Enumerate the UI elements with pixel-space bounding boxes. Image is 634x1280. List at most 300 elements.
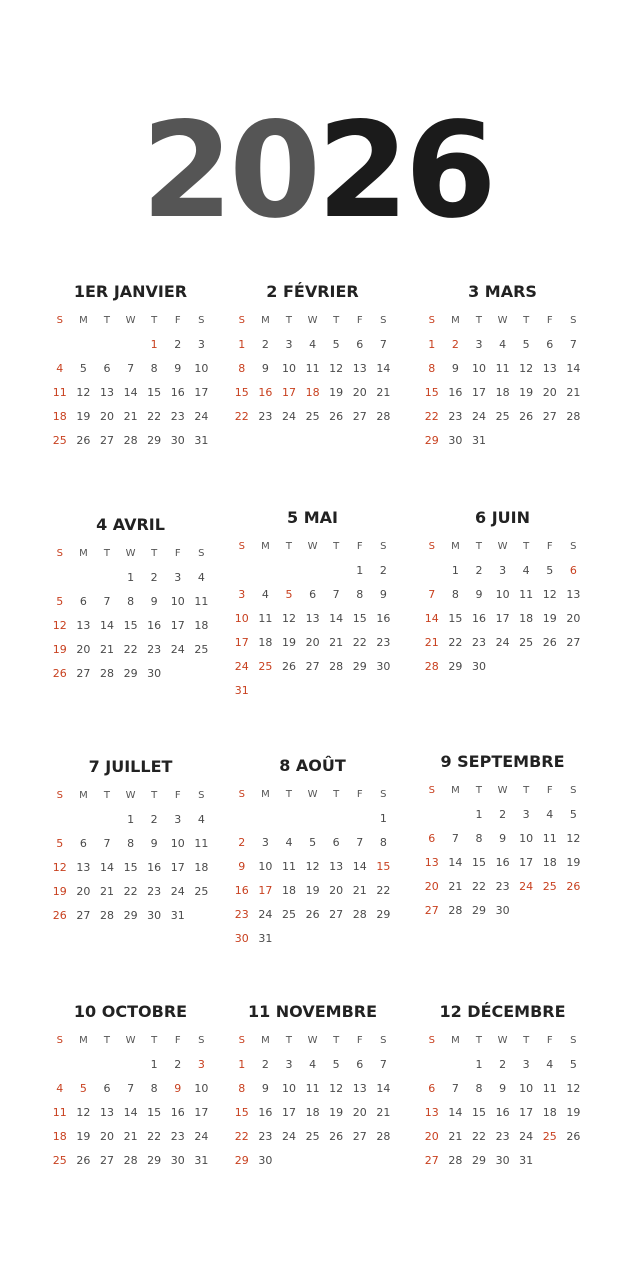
day-cell: 24 xyxy=(170,885,185,898)
weekday-label: M xyxy=(79,1035,88,1046)
day-cell: 5 xyxy=(79,1082,87,1095)
day-cell: 18 xyxy=(305,1106,320,1119)
weekday-label: F xyxy=(174,548,181,559)
day-cell: 7 xyxy=(103,595,111,608)
day-cell: 1 xyxy=(127,813,135,826)
month-grid xyxy=(230,309,395,429)
day-cell: 24 xyxy=(194,1130,209,1143)
day-cell: 14 xyxy=(448,1106,463,1119)
day-cell: 18 xyxy=(52,410,67,423)
day-cell: 23 xyxy=(495,880,510,893)
month-title: 3 MARS xyxy=(468,282,537,301)
month-juillet xyxy=(48,756,213,928)
day-cell: 10 xyxy=(194,362,209,375)
weekday-label: S xyxy=(380,541,387,552)
day-cell: 9 xyxy=(261,362,269,375)
day-cell: 6 xyxy=(428,832,436,845)
month-grid xyxy=(48,542,213,686)
day-cell: 12 xyxy=(566,1082,581,1095)
day-cell: 5 xyxy=(569,808,577,821)
day-cell: 12 xyxy=(281,612,296,625)
day-cell: 7 xyxy=(103,837,111,850)
day-cell: 23 xyxy=(495,1130,510,1143)
day-cell: 23 xyxy=(170,1130,185,1143)
day-cell: 30 xyxy=(147,909,162,922)
day-cell: 2 xyxy=(150,571,158,584)
weekday-label: T xyxy=(151,790,158,801)
month-title: 8 AOÛT xyxy=(279,756,346,775)
day-cell: 25 xyxy=(542,1130,557,1143)
weekday-label: T xyxy=(103,790,111,801)
day-cell: 20 xyxy=(99,1130,114,1143)
day-cell: 18 xyxy=(495,386,510,399)
day-cell: 30 xyxy=(170,1154,185,1167)
day-cell: 11 xyxy=(519,588,534,601)
day-cell: 27 xyxy=(99,1154,114,1167)
weekday-label: T xyxy=(103,548,111,559)
weekday-label: T xyxy=(333,541,340,552)
day-cell: 27 xyxy=(352,1130,367,1143)
day-cell: 7 xyxy=(356,836,364,849)
day-cell: 20 xyxy=(566,612,581,625)
day-cell: 17 xyxy=(194,386,209,399)
day-cell: 26 xyxy=(329,1130,344,1143)
day-cell: 17 xyxy=(281,386,296,399)
day-cell: 8 xyxy=(379,836,387,849)
day-cell: 30 xyxy=(448,434,463,447)
day-cell: 20 xyxy=(424,1130,439,1143)
day-cell: 1 xyxy=(238,1058,246,1071)
empty-cell xyxy=(324,807,348,831)
day-cell: 22 xyxy=(471,1130,486,1143)
day-cell: 15 xyxy=(147,1106,162,1119)
day-cell: 9 xyxy=(451,362,459,375)
day-cell: 30 xyxy=(376,660,391,673)
day-cell: 16 xyxy=(170,1106,185,1119)
day-cell: 22 xyxy=(471,880,486,893)
weekday-label: T xyxy=(151,548,158,559)
weekday-label: T xyxy=(285,1035,293,1046)
day-cell: 29 xyxy=(147,434,162,447)
weekday-label: F xyxy=(356,315,363,326)
day-cell: 12 xyxy=(329,1082,344,1095)
day-cell: 18 xyxy=(305,386,320,399)
day-cell: 31 xyxy=(234,684,249,697)
day-cell: 11 xyxy=(542,832,557,845)
day-cell: 9 xyxy=(499,1082,507,1095)
day-cell: 18 xyxy=(52,1130,67,1143)
weekday-label: M xyxy=(79,548,88,559)
weekday-label: W xyxy=(307,315,318,326)
day-cell: 31 xyxy=(194,434,209,447)
day-cell: 18 xyxy=(519,612,534,625)
empty-cell xyxy=(254,559,278,583)
day-cell: 15 xyxy=(471,1106,486,1119)
day-cell: 6 xyxy=(79,837,87,850)
weekday-label: F xyxy=(356,789,363,800)
weekday-label: W xyxy=(497,785,508,796)
day-cell: 29 xyxy=(147,1154,162,1167)
month-aout xyxy=(230,755,395,951)
day-cell: 1 xyxy=(356,564,364,577)
weekday-label: S xyxy=(380,1035,387,1046)
day-cell: 17 xyxy=(519,1106,534,1119)
day-cell: 10 xyxy=(258,860,273,873)
day-cell: 15 xyxy=(352,612,367,625)
day-cell: 16 xyxy=(471,612,486,625)
day-cell: 1 xyxy=(475,808,483,821)
day-cell: 22 xyxy=(376,884,391,897)
day-cell: 6 xyxy=(569,564,577,577)
empty-cell xyxy=(95,566,119,590)
month-grid xyxy=(420,1029,585,1173)
day-cell: 26 xyxy=(52,667,67,680)
day-cell: 11 xyxy=(258,612,273,625)
day-cell: 24 xyxy=(234,660,249,673)
empty-cell xyxy=(420,1053,444,1077)
day-cell: 4 xyxy=(261,588,269,601)
empty-cell xyxy=(72,333,96,357)
month-grid xyxy=(420,535,585,679)
day-cell: 4 xyxy=(546,808,554,821)
weekday-label: T xyxy=(333,315,340,326)
day-cell: 16 xyxy=(147,861,162,874)
day-cell: 20 xyxy=(352,386,367,399)
weekday-label: S xyxy=(238,541,245,552)
day-cell: 2 xyxy=(261,1058,269,1071)
day-cell: 22 xyxy=(352,636,367,649)
day-cell: 24 xyxy=(519,880,534,893)
empty-cell xyxy=(119,1053,143,1077)
day-cell: 21 xyxy=(99,643,114,656)
day-cell: 19 xyxy=(329,1106,344,1119)
day-cell: 3 xyxy=(197,338,205,351)
day-cell: 13 xyxy=(352,1082,367,1095)
day-cell: 20 xyxy=(76,885,91,898)
day-cell: 4 xyxy=(546,1058,554,1071)
weekday-label: S xyxy=(428,1035,435,1046)
weekday-label: S xyxy=(238,1035,245,1046)
day-cell: 20 xyxy=(352,1106,367,1119)
day-cell: 29 xyxy=(471,904,486,917)
day-cell: 9 xyxy=(150,595,158,608)
weekday-label: T xyxy=(151,315,158,326)
day-cell: 10 xyxy=(281,362,296,375)
day-cell: 12 xyxy=(76,386,91,399)
weekday-label: W xyxy=(125,790,136,801)
weekday-label: F xyxy=(546,1035,553,1046)
weekday-label: S xyxy=(56,1035,63,1046)
day-cell: 9 xyxy=(379,588,387,601)
weekday-label: F xyxy=(546,785,553,796)
day-cell: 19 xyxy=(329,386,344,399)
day-cell: 29 xyxy=(123,667,138,680)
day-cell: 8 xyxy=(150,362,158,375)
day-cell: 27 xyxy=(99,434,114,447)
day-cell: 28 xyxy=(99,667,114,680)
day-cell: 6 xyxy=(546,338,554,351)
month-decembre xyxy=(420,1001,585,1173)
day-cell: 29 xyxy=(448,660,463,673)
empty-cell xyxy=(72,808,96,832)
day-cell: 15 xyxy=(147,386,162,399)
day-cell: 13 xyxy=(76,619,91,632)
empty-cell xyxy=(277,559,301,583)
empty-cell xyxy=(420,803,444,827)
weekday-label: S xyxy=(570,1035,577,1046)
day-cell: 22 xyxy=(147,410,162,423)
day-cell: 11 xyxy=(52,386,67,399)
day-cell: 24 xyxy=(194,410,209,423)
day-cell: 23 xyxy=(234,908,249,921)
day-cell: 21 xyxy=(424,636,439,649)
day-cell: 27 xyxy=(542,410,557,423)
day-cell: 30 xyxy=(495,1154,510,1167)
weekday-label: T xyxy=(523,315,530,326)
weekday-label: W xyxy=(497,541,508,552)
day-cell: 4 xyxy=(197,571,205,584)
day-cell: 6 xyxy=(309,588,317,601)
empty-cell xyxy=(277,807,301,831)
day-cell: 22 xyxy=(234,410,249,423)
weekday-label: S xyxy=(570,785,577,796)
day-cell: 31 xyxy=(519,1154,534,1167)
weekday-label: S xyxy=(198,1035,205,1046)
day-cell: 2 xyxy=(499,1058,507,1071)
day-cell: 18 xyxy=(194,861,209,874)
weekday-label: S xyxy=(238,315,245,326)
day-cell: 1 xyxy=(379,812,387,825)
day-cell: 2 xyxy=(261,338,269,351)
day-cell: 13 xyxy=(99,1106,114,1119)
weekday-label: T xyxy=(151,1035,158,1046)
day-cell: 7 xyxy=(379,338,387,351)
day-cell: 19 xyxy=(566,856,581,869)
day-cell: 6 xyxy=(79,595,87,608)
empty-cell xyxy=(72,1053,96,1077)
day-cell: 16 xyxy=(495,1106,510,1119)
weekday-label: S xyxy=(56,548,63,559)
day-cell: 9 xyxy=(174,362,182,375)
empty-cell xyxy=(444,1053,468,1077)
day-cell: 15 xyxy=(424,386,439,399)
empty-cell xyxy=(95,1053,119,1077)
day-cell: 10 xyxy=(519,832,534,845)
day-cell: 28 xyxy=(566,410,581,423)
day-cell: 18 xyxy=(542,856,557,869)
day-cell: 25 xyxy=(495,410,510,423)
empty-cell xyxy=(324,559,348,583)
day-cell: 5 xyxy=(285,588,293,601)
day-cell: 12 xyxy=(566,832,581,845)
weekday-label: W xyxy=(307,541,318,552)
day-cell: 30 xyxy=(147,667,162,680)
day-cell: 26 xyxy=(305,908,320,921)
day-cell: 24 xyxy=(281,1130,296,1143)
day-cell: 8 xyxy=(451,588,459,601)
day-cell: 25 xyxy=(52,1154,67,1167)
day-cell: 11 xyxy=(305,1082,320,1095)
day-cell: 1 xyxy=(150,338,158,351)
month-septembre xyxy=(420,751,585,923)
day-cell: 6 xyxy=(103,1082,111,1095)
day-cell: 21 xyxy=(376,386,391,399)
day-cell: 14 xyxy=(566,362,581,375)
day-cell: 3 xyxy=(522,808,530,821)
day-cell: 16 xyxy=(448,386,463,399)
day-cell: 25 xyxy=(194,643,209,656)
weekday-label: S xyxy=(428,785,435,796)
year-title xyxy=(0,96,634,246)
day-cell: 1 xyxy=(127,571,135,584)
day-cell: 2 xyxy=(499,808,507,821)
day-cell: 20 xyxy=(305,636,320,649)
day-cell: 5 xyxy=(332,1058,340,1071)
day-cell: 16 xyxy=(495,856,510,869)
day-cell: 28 xyxy=(448,904,463,917)
empty-cell xyxy=(95,808,119,832)
weekday-label: F xyxy=(546,541,553,552)
year-digits-26: 26 xyxy=(317,94,493,248)
day-cell: 5 xyxy=(522,338,530,351)
weekday-label: T xyxy=(523,1035,530,1046)
weekday-label: T xyxy=(285,789,293,800)
day-cell: 9 xyxy=(475,588,483,601)
day-cell: 14 xyxy=(424,612,439,625)
day-cell: 24 xyxy=(495,636,510,649)
day-cell: 14 xyxy=(99,861,114,874)
day-cell: 10 xyxy=(170,595,185,608)
day-cell: 16 xyxy=(258,1106,273,1119)
day-cell: 3 xyxy=(499,564,507,577)
day-cell: 8 xyxy=(127,837,135,850)
day-cell: 3 xyxy=(174,571,182,584)
day-cell: 7 xyxy=(127,362,135,375)
weekday-label: S xyxy=(198,315,205,326)
day-cell: 8 xyxy=(356,588,364,601)
day-cell: 19 xyxy=(566,1106,581,1119)
day-cell: 4 xyxy=(309,338,317,351)
weekday-label: F xyxy=(174,790,181,801)
day-cell: 3 xyxy=(522,1058,530,1071)
day-cell: 23 xyxy=(170,410,185,423)
day-cell: 18 xyxy=(542,1106,557,1119)
weekday-label: T xyxy=(523,785,530,796)
day-cell: 19 xyxy=(519,386,534,399)
day-cell: 14 xyxy=(99,619,114,632)
day-cell: 28 xyxy=(329,660,344,673)
day-cell: 20 xyxy=(329,884,344,897)
day-cell: 13 xyxy=(329,860,344,873)
day-cell: 11 xyxy=(542,1082,557,1095)
day-cell: 19 xyxy=(76,410,91,423)
day-cell: 26 xyxy=(566,880,581,893)
month-title: 7 JUILLET xyxy=(88,757,173,776)
month-title: 10 OCTOBRE xyxy=(73,1002,188,1021)
empty-cell xyxy=(48,808,72,832)
weekday-label: M xyxy=(79,790,88,801)
month-grid xyxy=(48,309,213,453)
day-cell: 26 xyxy=(519,410,534,423)
day-cell: 21 xyxy=(352,884,367,897)
day-cell: 31 xyxy=(170,909,185,922)
day-cell: 29 xyxy=(234,1154,249,1167)
day-cell: 2 xyxy=(174,1058,182,1071)
day-cell: 29 xyxy=(352,660,367,673)
weekday-label: S xyxy=(198,548,205,559)
day-cell: 22 xyxy=(424,410,439,423)
day-cell: 16 xyxy=(234,884,249,897)
day-cell: 16 xyxy=(170,386,185,399)
day-cell: 23 xyxy=(147,885,162,898)
day-cell: 26 xyxy=(566,1130,581,1143)
day-cell: 11 xyxy=(194,837,209,850)
day-cell: 16 xyxy=(376,612,391,625)
empty-cell xyxy=(119,333,143,357)
day-cell: 22 xyxy=(123,643,138,656)
day-cell: 23 xyxy=(448,410,463,423)
month-grid xyxy=(230,783,395,951)
day-cell: 2 xyxy=(174,338,182,351)
day-cell: 1 xyxy=(451,564,459,577)
day-cell: 15 xyxy=(123,619,138,632)
weekday-label: T xyxy=(475,541,483,552)
day-cell: 27 xyxy=(424,1154,439,1167)
day-cell: 13 xyxy=(566,588,581,601)
day-cell: 2 xyxy=(238,836,246,849)
day-cell: 2 xyxy=(475,564,483,577)
weekday-label: S xyxy=(198,790,205,801)
day-cell: 19 xyxy=(52,885,67,898)
day-cell: 3 xyxy=(475,338,483,351)
day-cell: 3 xyxy=(174,813,182,826)
month-title: 4 AVRIL xyxy=(96,515,165,534)
weekday-label: M xyxy=(261,789,270,800)
day-cell: 2 xyxy=(379,564,387,577)
day-cell: 16 xyxy=(258,386,273,399)
day-cell: 28 xyxy=(352,908,367,921)
day-cell: 17 xyxy=(495,612,510,625)
weekday-label: T xyxy=(475,785,483,796)
day-cell: 1 xyxy=(475,1058,483,1071)
day-cell: 20 xyxy=(542,386,557,399)
day-cell: 23 xyxy=(258,410,273,423)
day-cell: 26 xyxy=(542,636,557,649)
day-cell: 31 xyxy=(194,1154,209,1167)
day-cell: 5 xyxy=(546,564,554,577)
day-cell: 27 xyxy=(76,909,91,922)
day-cell: 18 xyxy=(281,884,296,897)
weekday-label: M xyxy=(79,315,88,326)
day-cell: 30 xyxy=(471,660,486,673)
day-cell: 13 xyxy=(76,861,91,874)
day-cell: 27 xyxy=(329,908,344,921)
day-cell: 5 xyxy=(79,362,87,375)
day-cell: 17 xyxy=(519,856,534,869)
day-cell: 27 xyxy=(424,904,439,917)
day-cell: 8 xyxy=(150,1082,158,1095)
weekday-label: T xyxy=(475,1035,483,1046)
day-cell: 30 xyxy=(258,1154,273,1167)
day-cell: 25 xyxy=(305,1130,320,1143)
day-cell: 13 xyxy=(352,362,367,375)
month-title: 12 DÉCEMBRE xyxy=(439,1002,566,1021)
weekday-label: T xyxy=(333,1035,340,1046)
day-cell: 30 xyxy=(234,932,249,945)
day-cell: 7 xyxy=(451,1082,459,1095)
day-cell: 25 xyxy=(305,410,320,423)
weekday-label: W xyxy=(307,1035,318,1046)
